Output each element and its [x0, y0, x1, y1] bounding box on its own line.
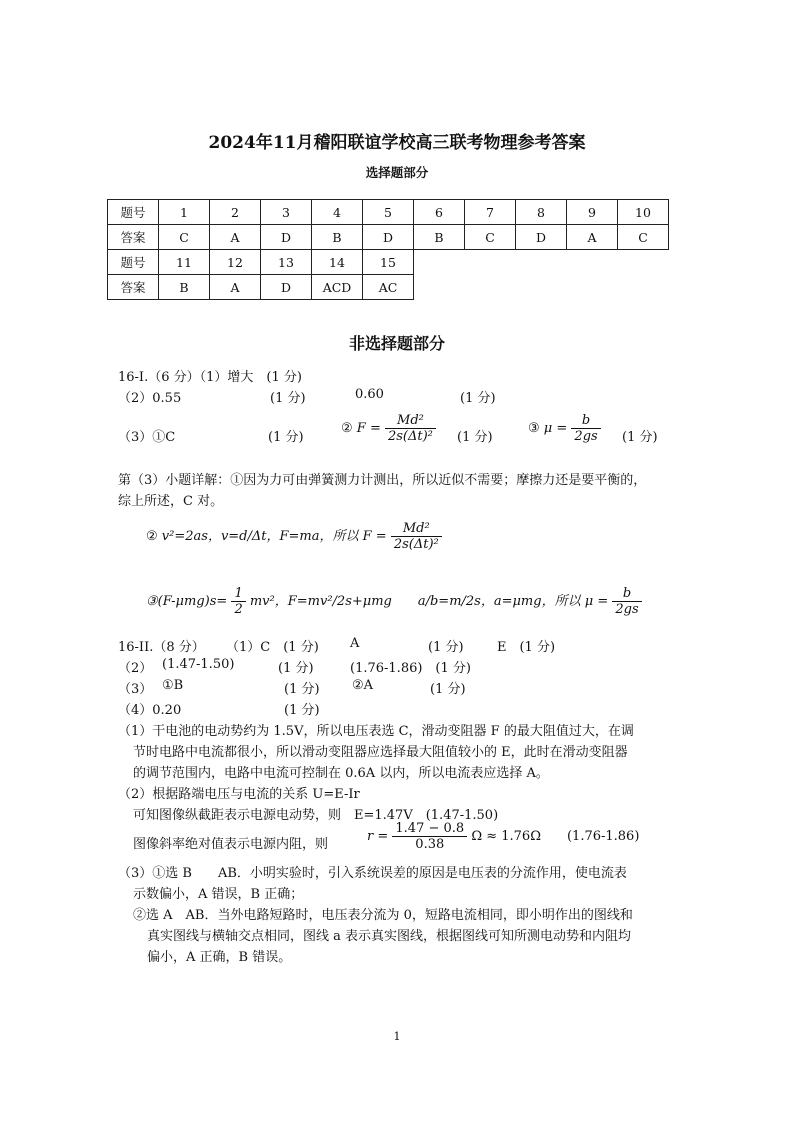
- table-cell: 4: [312, 200, 363, 225]
- q16-1-l2-d: (1 分): [460, 391, 496, 406]
- table-row: [108, 275, 669, 300]
- table-cell: D: [363, 225, 414, 250]
- table-row: [108, 225, 669, 250]
- table-cell: AC: [363, 275, 414, 300]
- q16-1-eq2: ② v²=2as，v=d/Δt，F=ma，所以 F = $\frac{\text{Md²}}{\text{2s(Δt)²}}$: [146, 521, 442, 552]
- table-cell: C: [618, 225, 669, 250]
- answer-table: [107, 199, 669, 300]
- table-cell: 答案: [108, 225, 159, 250]
- q16-2-l4-1: (1 分): [284, 703, 320, 718]
- table-cell: 题号: [108, 200, 159, 225]
- q16-2-l1-1: （1）C (1 分): [226, 640, 319, 655]
- q16-2-p1c: 的调节范围内，电路中电流可控制在 0.6A 以内，所以电流表应选择 A。: [133, 766, 549, 781]
- table-cell: C: [465, 225, 516, 250]
- table-cell: B: [312, 225, 363, 250]
- table-cell: 7: [465, 200, 516, 225]
- fraction: $\frac{1.47 - 0.8}{0.38}$: [392, 821, 467, 852]
- q16-2-l3-1: ①B: [162, 678, 184, 693]
- fraction: $\frac{\text{Md²}}{\text{2s(Δt)²}}$: [385, 413, 436, 444]
- q16-2-p1a: （1）干电池的电动势约为 1.5V，所以电压表选 C，滑动变阻器 F 的最大阻值过大，在调: [118, 724, 634, 739]
- q16-2-p3a: （3）①选 B AB．小明实验时，引入系统误差的原因是电压表的分流作用，使电流表: [118, 866, 627, 881]
- table-cell: ACD: [312, 275, 363, 300]
- q16-2-l1-4: E (1 分): [497, 640, 556, 655]
- section-heading-choice: 选择题部分: [365, 165, 429, 180]
- table-cell: B: [414, 225, 465, 250]
- table-cell: 8: [516, 200, 567, 225]
- table-cell: A: [567, 225, 618, 250]
- table-cell: C: [159, 225, 210, 250]
- q16-1-l2-b: (1 分): [270, 391, 306, 406]
- table-cell: 15: [363, 250, 414, 275]
- q16-2-p3b: 示数偏小，A 错误，B 正确；: [133, 887, 304, 902]
- table-cell: 1: [159, 200, 210, 225]
- table-cell: D: [261, 275, 312, 300]
- table-cell: 5: [363, 200, 414, 225]
- q16-1-line1: 16-I.（6 分）（1）增大 (1 分): [118, 370, 302, 385]
- q16-1-l2-c: 0.60: [355, 387, 384, 402]
- table-cell: A: [210, 225, 261, 250]
- q16-2-l3-0: （3）: [118, 682, 153, 697]
- table-cell: 题号: [108, 250, 159, 275]
- q16-2-l3-2: (1 分): [284, 682, 320, 697]
- q16-2-p3d: 真实图线与横轴交点相同，图线 a 表示真实图线，根据图线可知所测电动势和内阻均: [147, 929, 632, 944]
- table-row: [108, 250, 669, 275]
- table-cell: 12: [210, 250, 261, 275]
- q16-1-detail2: 综上所述，C 对。: [118, 494, 224, 509]
- q16-1-eq3: ③(F-μmg)s= $\frac{1}{2}$ mv²，F=mv²/2s+μmg a/b=m/2s，a=μmg，所以 μ = $\frac{b}{2gs}$: [146, 586, 642, 617]
- table-cell: 答案: [108, 275, 159, 300]
- q16-2-l2-2: (1 分): [278, 661, 314, 676]
- table-cell: D: [261, 225, 312, 250]
- table-cell: 3: [261, 200, 312, 225]
- q16-1-detail1: 第（3）小题详解：①因为力可由弹簧测力计测出，所以近似不需要；摩擦力还是要平衡的，: [118, 473, 647, 488]
- q16-2-l3-3: ②A: [352, 678, 374, 693]
- table-cell: D: [516, 225, 567, 250]
- q16-2-p3e: 偏小，A 正确，B 错误。: [147, 950, 292, 965]
- q16-1-l3-f: (1 分): [622, 430, 658, 445]
- q16-1-l3-b: (1 分): [268, 430, 304, 445]
- q16-2-l2-3: (1.76-1.86) (1 分): [350, 661, 471, 676]
- page-number: 1: [393, 1030, 401, 1043]
- section-heading-nonchoice: 非选择题部分: [348, 334, 445, 353]
- q16-2-l1-2: A: [350, 636, 360, 651]
- q16-2-p1b: 节时电路中电流都很小，所以滑动变阻器应选择最大阻值较小的 E，此时在滑动变阻器: [133, 745, 628, 760]
- fraction: $\frac{\text{Md²}}{\text{2s(Δt)²}}$: [391, 521, 442, 552]
- q16-2-l1-0: 16-II.（8 分）: [118, 640, 205, 655]
- table-cell: 11: [159, 250, 210, 275]
- table-cell: 6: [414, 200, 465, 225]
- fraction: $\frac{b}{2gs}$: [612, 586, 641, 617]
- q16-1-l3-a: （3）①C: [118, 430, 176, 445]
- q16-1-l3-d: (1 分): [457, 430, 493, 445]
- q16-2-l2-1: (1.47-1.50): [162, 657, 235, 672]
- formula-F: ② F = $\frac{\text{Md²}}{\text{2s(Δt)²}}$: [341, 413, 436, 444]
- table-row: [108, 200, 669, 225]
- formula-r: r = $\frac{1.47 - 0.8}{0.38}$ Ω ≈ 1.76Ω (1.76-1.86): [367, 821, 640, 852]
- table-cell: 13: [261, 250, 312, 275]
- table-cell: 14: [312, 250, 363, 275]
- q16-2-p2c: 图像斜率绝对值表示电源内阻，则: [133, 837, 329, 852]
- table-cell: 2: [210, 200, 261, 225]
- table-cell: B: [159, 275, 210, 300]
- q16-2-p3c: ②选 A AB．当外电路短路时，电压表分流为 0，短路电流相同，即小明作出的图线和: [133, 908, 633, 923]
- q16-2-l2-0: （2）: [118, 661, 153, 676]
- q16-2-p2a: （2）根据路端电压与电流的关系 U=E-Ir: [118, 787, 360, 802]
- q16-2-l1-3: (1 分): [428, 640, 464, 655]
- fraction: $\frac{b}{2gs}$: [571, 413, 600, 444]
- q16-2-l4-0: （4）0.20: [118, 703, 182, 718]
- formula-mu: ③ μ = $\frac{b}{2gs}$: [528, 413, 601, 444]
- q16-2-l3-4: (1 分): [430, 682, 466, 697]
- fraction: $\frac{1}{2}$: [231, 586, 245, 617]
- page-title: 2024年11月稽阳联谊学校高三联考物理参考答案: [208, 133, 586, 153]
- q16-2-p2b: 可知图像纵截距表示电源电动势，则 E=1.47V (1.47-1.50): [133, 808, 499, 823]
- table-cell: A: [210, 275, 261, 300]
- q16-1-l2-a: （2）0.55: [118, 391, 182, 406]
- table-cell: 10: [618, 200, 669, 225]
- table-cell: 9: [567, 200, 618, 225]
